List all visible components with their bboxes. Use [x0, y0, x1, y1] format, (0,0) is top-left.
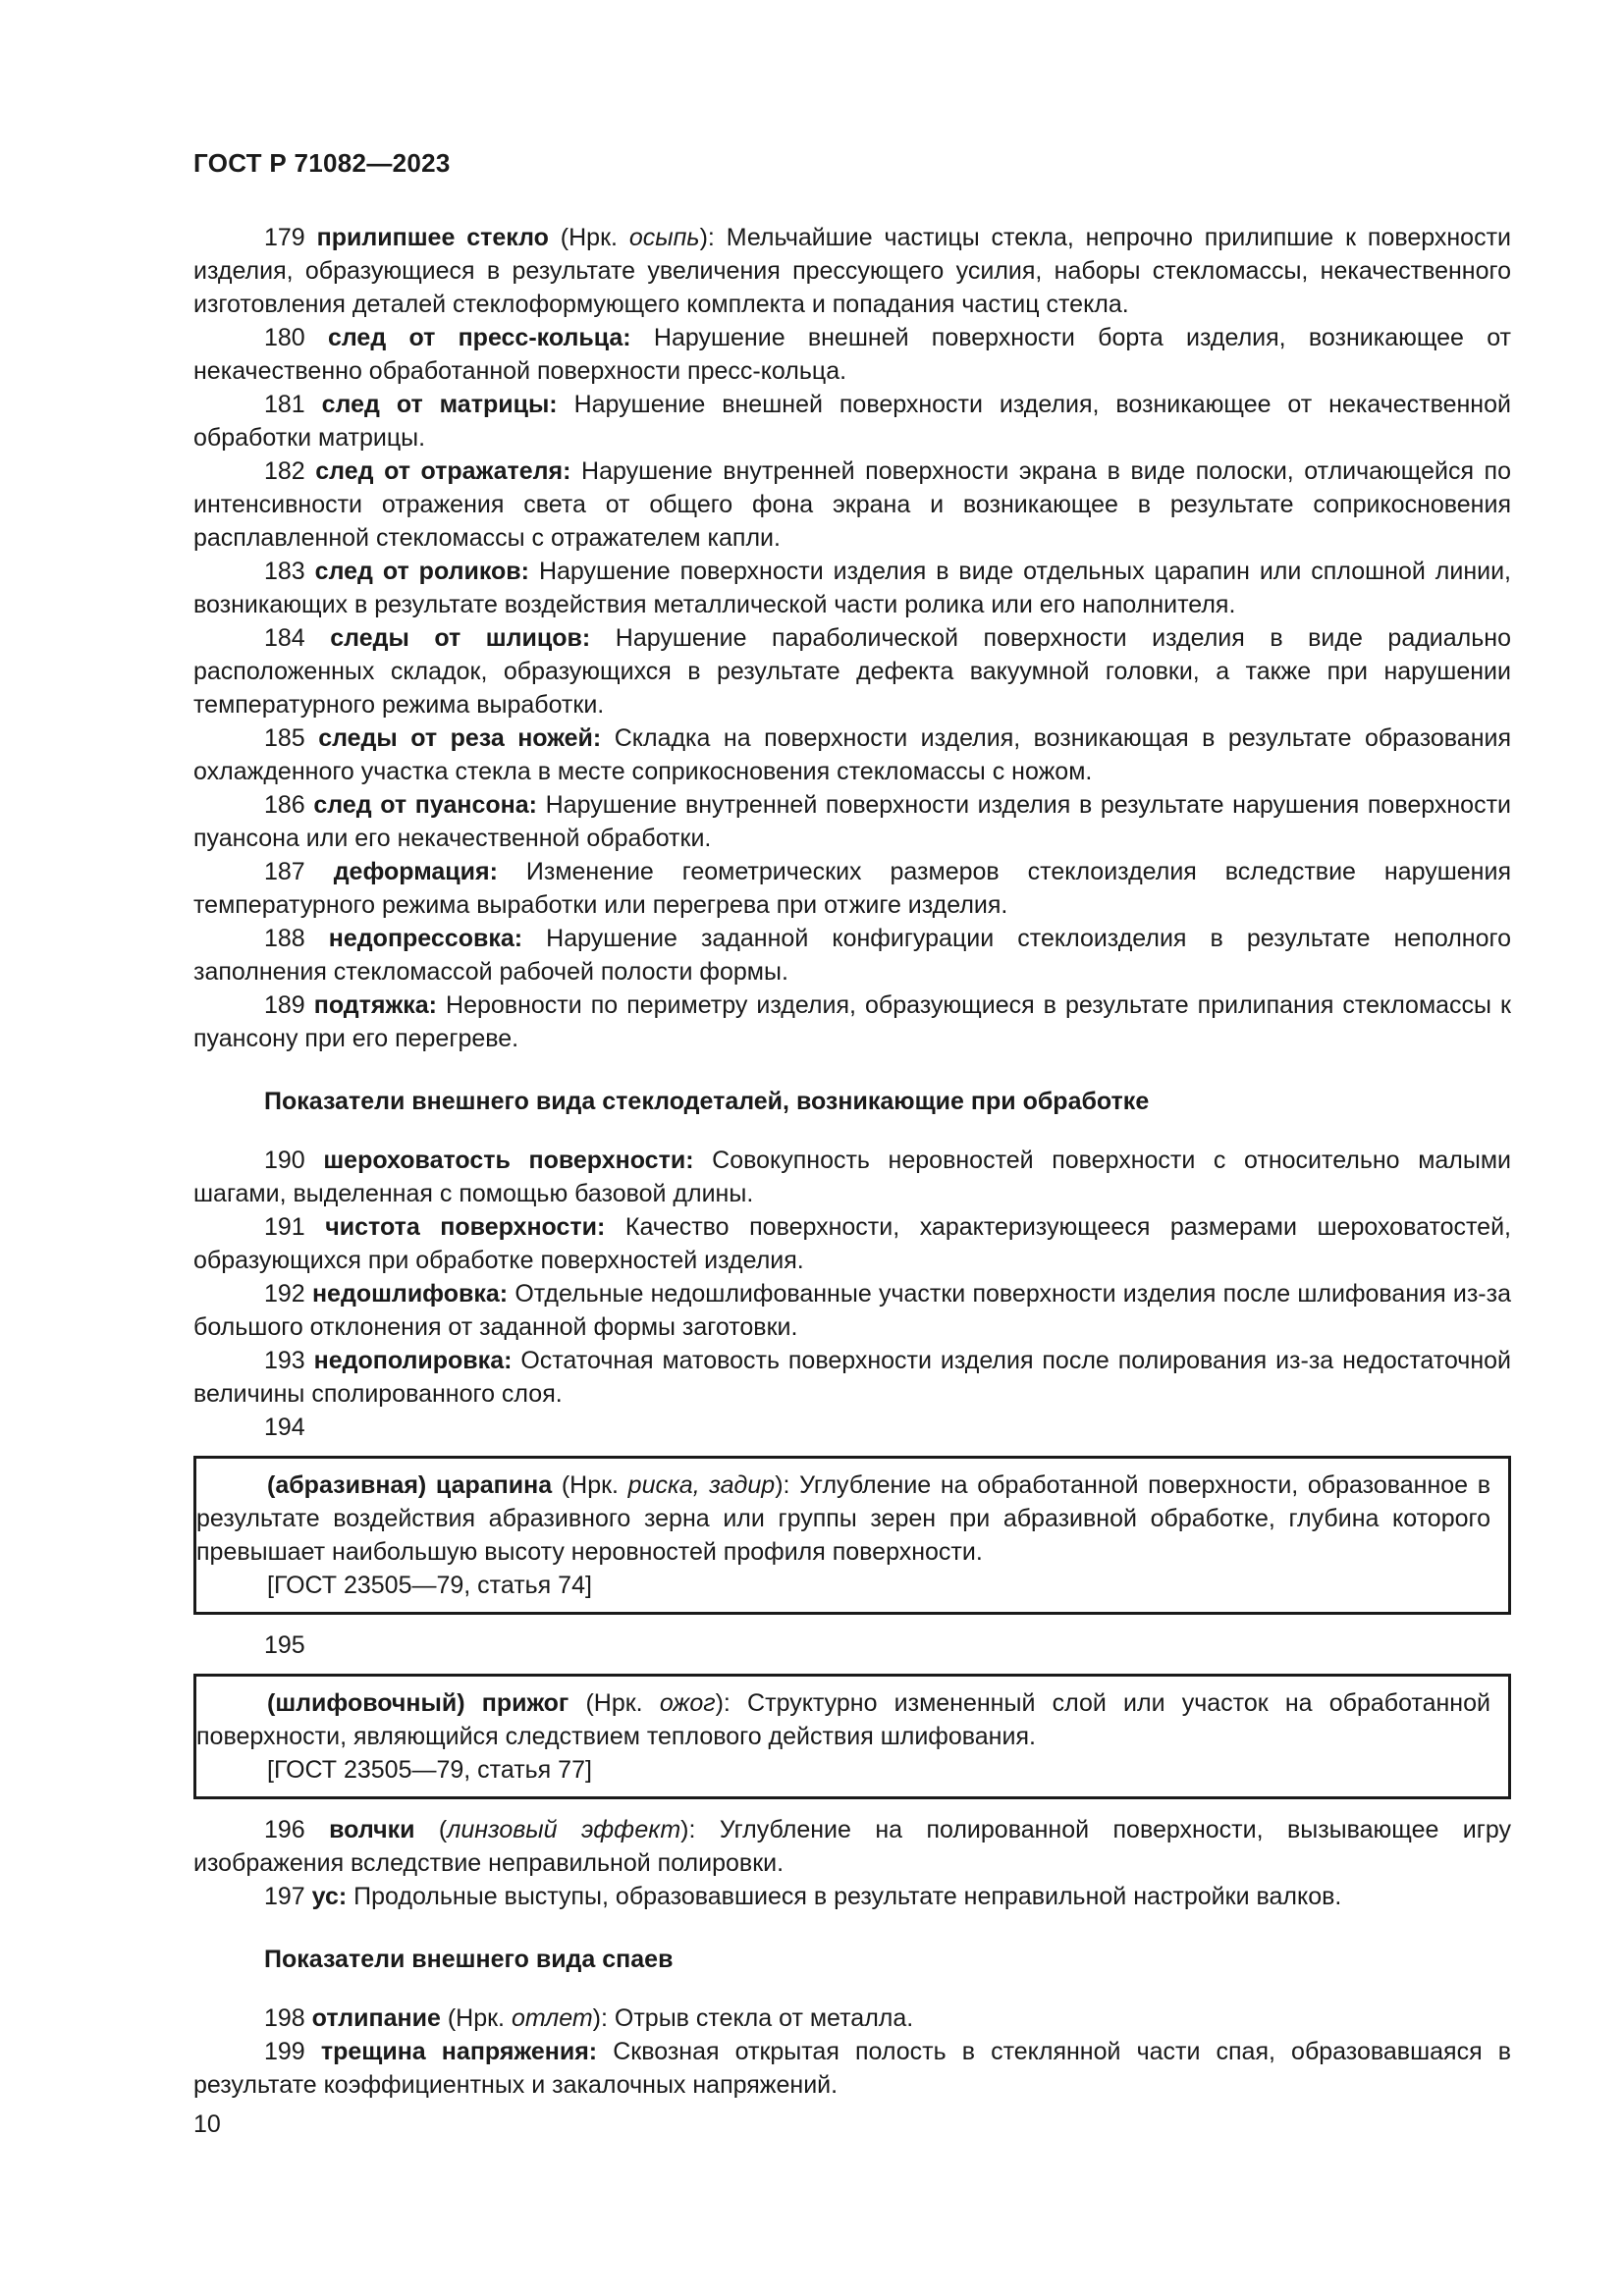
entry-number: 196	[264, 1816, 305, 1843]
entry-definition: Изменение геометрических размеров стеклоизделия вследствие нарушения температурного режима выработки или перегрева при отжиге изделия.	[193, 858, 1511, 919]
entry-term: волчки	[329, 1816, 415, 1843]
entry-number: 197	[264, 1883, 305, 1910]
entry-definition: Остаточная матовость поверхности изделия после полирования из-за недостаточной величины сполированного слоя.	[193, 1347, 1511, 1408]
entry-number: 186	[264, 791, 305, 819]
entry-term: след от пресс-кольца:	[327, 324, 631, 351]
entry-text: (Нрк.	[552, 1471, 628, 1499]
term-number-195: 195	[264, 1631, 305, 1659]
entry-text: (Нрк.	[568, 1689, 660, 1717]
entry-definition: Совокупность неровностей поверхности с относительно малыми шагами, выделенная с помощью базовой длины.	[193, 1147, 1512, 1207]
entry-number: 192	[264, 1280, 305, 1308]
entry-number: 191	[264, 1213, 305, 1241]
entry-number: 198	[264, 2004, 305, 2032]
entry-deprecated-term: отлет	[511, 2004, 593, 2032]
boxed-term-entry	[196, 1686, 1490, 1753]
term-entry-189	[193, 988, 1511, 1055]
entry-number: 187	[264, 858, 305, 885]
term-entry-185	[193, 721, 1511, 788]
entry-number: 188	[264, 925, 305, 952]
term-entry-198	[193, 2002, 1511, 2035]
document-body	[193, 221, 1511, 2102]
term-number-194: 194	[264, 1414, 305, 1441]
entry-term: след от пуансона:	[313, 791, 537, 819]
entry-number: 184	[264, 624, 305, 652]
entry-term: прилипшее стекло	[316, 224, 549, 251]
term-entry-183	[193, 555, 1511, 621]
term-entry-180	[193, 321, 1511, 388]
term-entry-182	[193, 454, 1511, 555]
entry-synonym: линзовый эффект	[447, 1816, 681, 1843]
entry-number: 199	[264, 2038, 305, 2065]
standard-term-box-195	[193, 1674, 1511, 1799]
entry-term: (шлифовочный) прижог	[267, 1689, 569, 1717]
entry-term: след от отражателя:	[315, 457, 571, 485]
entry-definition: Качество поверхности, характеризующееся размерами шероховатостей, образующихся при обработке поверхностей изделия.	[193, 1213, 1511, 1274]
term-entry-199	[193, 2035, 1511, 2102]
entry-definition: ): Структурно измененный слой или участок на обработанной поверхности, являющийся следствием теплового действия шлифования.	[196, 1689, 1490, 1750]
term-entry-197	[193, 1880, 1511, 1913]
term-entry-191	[193, 1210, 1511, 1277]
entry-definition: ): Углубление на обработанной поверхности, образованное в результате воздействия абразивного зерна или группы зерен при абразивной обработке, глубина которого превышает наибольшую высоту неровностей профиля поверхности.	[196, 1471, 1491, 1566]
document-header: ГОСТ Р 71082—2023	[193, 148, 451, 178]
entry-deprecated-term: ожог	[659, 1689, 716, 1717]
entry-definition: Нарушение внешней поверхности изделия, возникающее от некачественной обработки матрицы.	[193, 391, 1511, 452]
entry-definition: Нарушение внутренней поверхности экрана в виде полоски, отличающейся по интенсивности отражения света от общего фона экрана и возникающее в результате соприкосновения расплавленной стекломассы с отражателем капли.	[193, 457, 1511, 552]
entry-number: 179	[264, 224, 305, 251]
entry-term: (абразивная) царапина	[267, 1471, 553, 1499]
term-entry-190	[193, 1144, 1511, 1210]
entry-text: (	[414, 1816, 448, 1843]
boxed-term-entry	[196, 1468, 1490, 1569]
entry-number: 185	[264, 724, 305, 752]
entry-text: (Нрк.	[440, 2004, 512, 2032]
entry-term: ус:	[311, 1883, 348, 1910]
section-heading-processing: Показатели внешнего вида стеклодеталей, возникающие при обработке	[264, 1088, 1150, 1115]
entry-number: 189	[264, 991, 305, 1019]
entry-definition: Нарушение параболической поверхности изделия в виде радиально расположенных складок, образующихся в результате дефекта вакуумной головки, а также при нарушении температурного режима выработки.	[193, 624, 1512, 719]
term-entry-186	[193, 788, 1511, 855]
entry-term: следы от шлицов:	[330, 624, 591, 652]
entry-number: 193	[264, 1347, 305, 1374]
term-entry-196	[193, 1813, 1511, 1880]
term-entry-187	[193, 855, 1511, 922]
entry-definition: ): Мельчайшие частицы стекла, непрочно прилипшие к поверхности изделия, образующиеся в результате увеличения прессующего усилия, наборы стекломассы, некачественного изготовления деталей стеклоформующего комплекта и попадания частиц стекла.	[193, 224, 1512, 318]
entry-deprecated-term: риска, задир	[627, 1471, 776, 1499]
source-reference: [ГОСТ 23505—79, статья 77]	[267, 1756, 592, 1784]
term-entry-192	[193, 1277, 1511, 1344]
entry-number: 180	[264, 324, 305, 351]
entry-term: деформация:	[333, 858, 498, 885]
source-reference: [ГОСТ 23505—79, статья 74]	[267, 1572, 592, 1599]
entry-definition: Нарушение заданной конфигурации стеклоизделия в результате неполного заполнения стекломассой рабочей полости формы.	[193, 925, 1511, 986]
entry-definition: Сквозная открытая полость в стеклянной части спая, образовавшаяся в результате коэффициентных и закалочных напряжений.	[193, 2038, 1511, 2099]
entry-text: (Нрк.	[548, 224, 629, 251]
page-number: 10	[193, 2110, 221, 2138]
term-entry-181	[193, 388, 1511, 454]
term-entry-184	[193, 621, 1511, 721]
entry-term: недошлифовка:	[311, 1280, 509, 1308]
entry-definition: Продольные выступы, образовавшиеся в результате неправильной настройки валков.	[347, 1883, 1342, 1910]
entry-number: 183	[264, 558, 305, 585]
entry-number: 182	[264, 457, 305, 485]
entry-term: недополировка:	[313, 1347, 513, 1374]
entry-term: следы от реза ножей:	[318, 724, 602, 752]
entry-term: недопрессовка:	[328, 925, 523, 952]
entry-term: след от роликов:	[314, 558, 529, 585]
section-heading-seals: Показатели внешнего вида спаев	[264, 1946, 674, 1973]
entry-number: 190	[264, 1147, 305, 1174]
entry-number: 181	[264, 391, 305, 418]
entry-term: подтяжка:	[313, 991, 437, 1019]
standard-term-box-194	[193, 1456, 1511, 1615]
entry-definition: Нарушение поверхности изделия в виде отдельных царапин или сплошной линии, возникающих в результате воздействия металлической части ролика или его наполнителя.	[193, 558, 1511, 618]
entry-deprecated-term: осыпь	[628, 224, 700, 251]
entry-term: трещина напряжения:	[320, 2038, 598, 2065]
entry-definition: Неровности по периметру изделия, образующиеся в результате прилипания стекломассы к пуансону при его перегреве.	[193, 991, 1511, 1052]
term-entry-193	[193, 1344, 1511, 1411]
term-entry-188	[193, 922, 1511, 988]
entry-term: отлипание	[311, 2004, 441, 2032]
entry-definition: ): Углубление на полированной поверхности, вызывающее игру изображения вследствие неправильной полировки.	[193, 1816, 1512, 1877]
entry-term: след от матрицы:	[321, 391, 558, 418]
entry-definition: Нарушение внешней поверхности борта изделия, возникающее от некачественно обработанной поверхности пресс-кольца.	[193, 324, 1511, 385]
entry-term: шероховатость поверхности:	[323, 1147, 694, 1174]
entry-definition: Складка на поверхности изделия, возникающая в результате образования охлажденного участка стекла в месте соприкосновения стекломассы с ножом.	[193, 724, 1512, 785]
entry-definition: Нарушение внутренней поверхности изделия в результате нарушения поверхности пуансона или его некачественной обработки.	[193, 791, 1511, 852]
term-entry-179	[193, 221, 1511, 321]
entry-definition: Отдельные недошлифованные участки поверхности изделия после шлифования из-за большого отклонения от заданной формы заготовки.	[193, 1280, 1511, 1341]
entry-definition: ): Отрыв стекла от металла.	[592, 2004, 914, 2032]
entry-term: чистота поверхности:	[325, 1213, 606, 1241]
